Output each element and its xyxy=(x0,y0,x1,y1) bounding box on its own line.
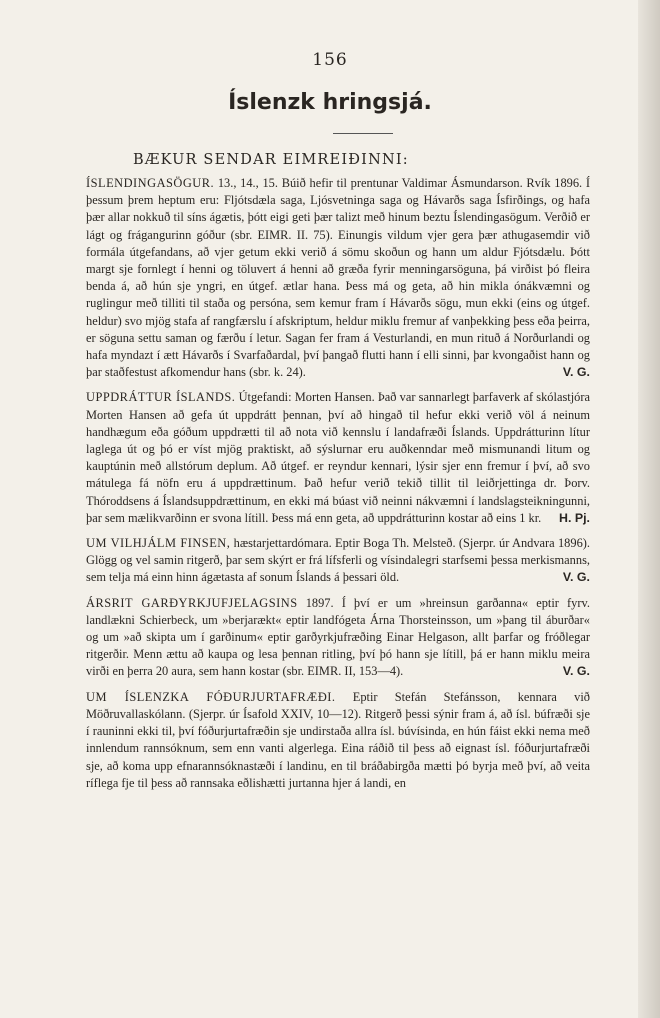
entry-heading: ÁRSRIT GARÐYRKJUFJELAGSINS xyxy=(86,595,298,610)
entry-heading: UM VILHJÁLM FINSEN, xyxy=(86,536,231,551)
entry-signature: V. G. xyxy=(562,570,590,585)
review-entry xyxy=(86,689,590,792)
entry-signature: H. Pj. xyxy=(559,510,590,525)
page-number: 156 xyxy=(312,50,348,70)
review-entry xyxy=(86,389,590,527)
entry-heading: UPPDRÁTTUR ÍSLANDS. xyxy=(86,390,236,405)
entry-body: hæstarjettardómara. Eptir Boga Th. Melsteð. (Sjerpr. úr Andvara 1896). Glögg og vel samin ritgerð, þar sem skýrt er frá lífsferli og vísindalegri starfsemi þessa merkismanns, sem telja má einn hinn ágætasta af sonum Íslands á þessari öld. xyxy=(86,536,590,585)
entry-heading: UM ÍSLENZKA FÓÐURJURTAFRÆÐI. xyxy=(86,689,336,704)
title-divider xyxy=(333,133,393,134)
entry-body: 1897. Í því er um »hreinsun garðanna« eptir fyrv. landlækni Schierbeck, um »berjarækt« eptir landfógeta Árna Thorsteinsson, um »þang til áburðar« og um »að skipta um í garðinum« eptir garðyrkjufræðing Einar Helgason, allt þarfar og fróðlegar ritgerðir. Menn ættu að kaupa og lesa þennan ritling, því þó hann sje lítill, þá er hann miklu meira virði en þerra 20 aura, sem hann kostar (sbr. EIMR. II, 153—4). xyxy=(86,595,590,679)
entry-signature: V. G. xyxy=(562,365,590,380)
review-list xyxy=(86,175,590,800)
entry-body: Eptir Stefán Stefánsson, kennara við Möðruvallaskólann. (Sjerpr. úr Ísafold XXIV, 10—12). Ritgerð þessi sýnir fram á, að ísl. búfræði sje í rauninni ekki til, því fóðurjurtafræðin sje undirstaða allra ísl. búvísinda, en hún fáist ekki nema með innlendum rannsóknum, sem enn vanti algerlega. Eina ráðið til þess að eignast ísl. fóðurjurtafræði sje, að koma upp efnarannsóknastæði í landinu, en til bráðabirgða mætti þó byrja með því, að veita ríflega fje til þess að rannsaka eðlishætti jurtanna hjer á landi, en xyxy=(86,689,590,790)
entry-body: 13., 14., 15. Búið hefir til prentunar Valdimar Ásmundarson. Rvík 1896. Í þessum þrem heptum eru: Fljótsdæla saga, Ljósvetninga saga og Hávarðs saga Ísfirðings, og hafa þær allar nokkuð til síns ágætis, þótt eigi geti þær talizt með hinum beztu Íslendingasögum. Verðið er lágt og frágangurinn góður (sbr. EIMR. II. 75). Einungis vildum vjer gera þær athugasemdir við formála útgefandans, að vjer getum ekki verið á sömu skoðun og hann um aldur Fjótsdælu. Þótt margt sje fornlegt í henni og töluvert á henni að græða fyrir menningarsöguna, þá virðist þó fleira benda á, að hún sje yngri, en útgef. ætlar hana. Þess má og geta, að hin mikla ónákvæmni og ruglingur með tilliti til staða og persóna, sem kemur fram í Hávarðs sögu, mun ekki (eins og útgef. heldur) svo mjög stafa af rangfærslu í afskriptum, heldur miklu fremur af vanþekking þess eða þeirra, er söguna settu saman og færðu í letur. Sagan fer fram á Vesturlandi, en mun rituð á Norðurlandi og hafa myndazt í ætt Hávarðs í Svarfaðardal, því þangað flutti hann í elli sinni, þar kvongaðist hann og þar staðfestust afkomendur hans (sbr. k. 24). xyxy=(86,176,590,380)
entry-body: Útgefandi: Morten Hansen. Það var sannarlegt þarfaverk af skólastjóra Morten Hansen að gefa út uppdrátt þennan, því að hingað til hefur ekki verið völ á neinum handhægum eða góðum uppdrætti til að nota við kennslu í landafræði Íslands. Uppdrátturinn lítur laglega út og þó er víst mjög praktiskt, að sýslurnar eru auðkenndar með mismunandi litum og kauptúnin með allstórum deplum. Að útgef. er reyndur kennari, lýsir sjer enn fremur í því, að svo mátulega fá nöfn eru á uppdrættinum. Það hefur verið tekið tillit til leiðrjettinga dr. Þorv. Thóroddsens á Íslandsuppdrættinum, en ekki má búast við neinni nákvæmni í landslagsteikningunni, þar sem mælikvarðinn er svona lítill. Þess má enn geta, að uppdrátturinn kostar að eins 1 kr. xyxy=(86,390,590,525)
review-entry xyxy=(86,175,590,381)
page-edge xyxy=(638,0,660,1018)
entry-signature: V. G. xyxy=(562,664,590,679)
entry-heading: ÍSLENDINGASÖGUR. xyxy=(86,176,215,190)
section-header: BÆKUR SENDAR EIMREIÐINNI: xyxy=(133,152,409,168)
review-entry xyxy=(86,595,590,681)
review-entry xyxy=(86,535,590,587)
page-title: Íslenzk hringsjá. xyxy=(228,90,432,115)
